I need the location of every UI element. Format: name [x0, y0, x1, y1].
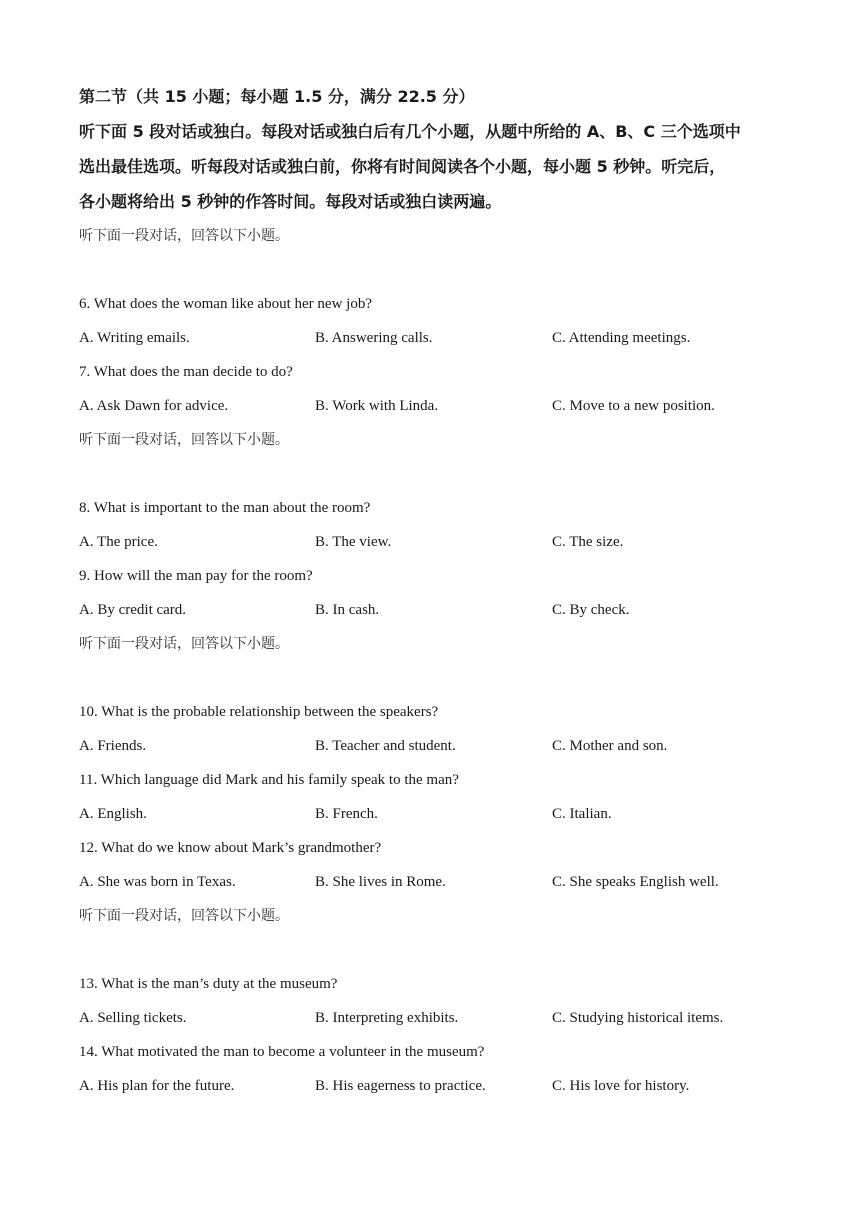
question-options	[79, 321, 799, 355]
dialogue-group	[79, 423, 799, 627]
question-options	[79, 729, 799, 763]
question-text: 10. What is the probable relationship between the speakers?	[79, 704, 439, 720]
section-intro-line: 各小题将给出 5 秒钟的作答时间。每段对话或独白读两遍。	[79, 192, 502, 211]
option-a[interactable]: A. Selling tickets.	[79, 1010, 187, 1026]
option-b[interactable]: B. Teacher and student.	[315, 738, 456, 754]
question-options	[79, 1001, 799, 1035]
option-a[interactable]: A. English.	[79, 806, 147, 822]
dialogue-group	[79, 899, 799, 1103]
question-text: 7. What does the man decide to do?	[79, 364, 293, 380]
question-text: 9. How will the man pay for the room?	[79, 568, 313, 584]
question-options	[79, 389, 799, 423]
dialogue-group	[79, 219, 799, 423]
option-c[interactable]: C. She speaks English well.	[552, 874, 719, 890]
option-b[interactable]: B. The view.	[315, 534, 392, 550]
option-a[interactable]: A. Ask Dawn for advice.	[79, 398, 229, 414]
option-a[interactable]: A. She was born in Texas.	[79, 874, 236, 890]
group-instruction: 听下面一段对话，回答以下小题。	[79, 908, 289, 924]
section-intro-line: 听下面 5 段对话或独白。每段对话或独白后有几个小题，从题中所给的 A、B、C 三个选项中	[79, 122, 741, 141]
option-b[interactable]: B. She lives in Rome.	[315, 874, 446, 890]
option-a[interactable]: A. Friends.	[79, 738, 147, 754]
group-instruction: 听下面一段对话，回答以下小题。	[79, 432, 289, 448]
group-instruction: 听下面一段对话，回答以下小题。	[79, 228, 289, 244]
option-c[interactable]: C. Italian.	[552, 806, 612, 822]
dialogue-group	[79, 627, 799, 899]
option-a[interactable]: A. The price.	[79, 534, 158, 550]
option-a[interactable]: A. By credit card.	[79, 602, 187, 618]
question-text: 11. Which language did Mark and his family speak to the man?	[79, 772, 459, 788]
option-c[interactable]: C. By check.	[552, 602, 630, 618]
option-c[interactable]: C. Studying historical items.	[552, 1010, 724, 1026]
question-text: 14. What motivated the man to become a volunteer in the museum?	[79, 1044, 485, 1060]
option-c[interactable]: C. Mother and son.	[552, 738, 668, 754]
question-text: 12. What do we know about Mark’s grandmother?	[79, 840, 382, 856]
option-b[interactable]: B. Work with Linda.	[315, 398, 439, 414]
option-c[interactable]: C. Move to a new position.	[552, 398, 715, 414]
section-intro-line: 选出最佳选项。听每段对话或独白前，你将有时间阅读各个小题，每小题 5 秒钟。听完后，	[79, 157, 726, 176]
option-b[interactable]: B. Answering calls.	[315, 330, 433, 346]
option-c[interactable]: C. Attending meetings.	[552, 330, 691, 346]
option-c[interactable]: C. His love for history.	[552, 1078, 690, 1094]
option-b[interactable]: B. In cash.	[315, 602, 380, 618]
question-text: 13. What is the man’s duty at the museum?	[79, 976, 338, 992]
section-title: 第二节（共 15 小题；每小题 1.5 分，满分 22.5 分）	[79, 87, 475, 106]
option-b[interactable]: B. Interpreting exhibits.	[315, 1010, 459, 1026]
question-text: 6. What does the woman like about her new job?	[79, 296, 372, 312]
option-b[interactable]: B. French.	[315, 806, 378, 822]
question-options	[79, 865, 799, 899]
exam-page	[79, 80, 799, 1103]
question-options	[79, 593, 799, 627]
group-instruction: 听下面一段对话，回答以下小题。	[79, 636, 289, 652]
question-options	[79, 797, 799, 831]
option-a[interactable]: A. Writing emails.	[79, 330, 190, 346]
option-a[interactable]: A. His plan for the future.	[79, 1078, 235, 1094]
question-options	[79, 525, 799, 559]
option-b[interactable]: B. His eagerness to practice.	[315, 1078, 486, 1094]
option-c[interactable]: C. The size.	[552, 534, 624, 550]
question-text: 8. What is important to the man about the room?	[79, 500, 371, 516]
question-options	[79, 1069, 799, 1103]
